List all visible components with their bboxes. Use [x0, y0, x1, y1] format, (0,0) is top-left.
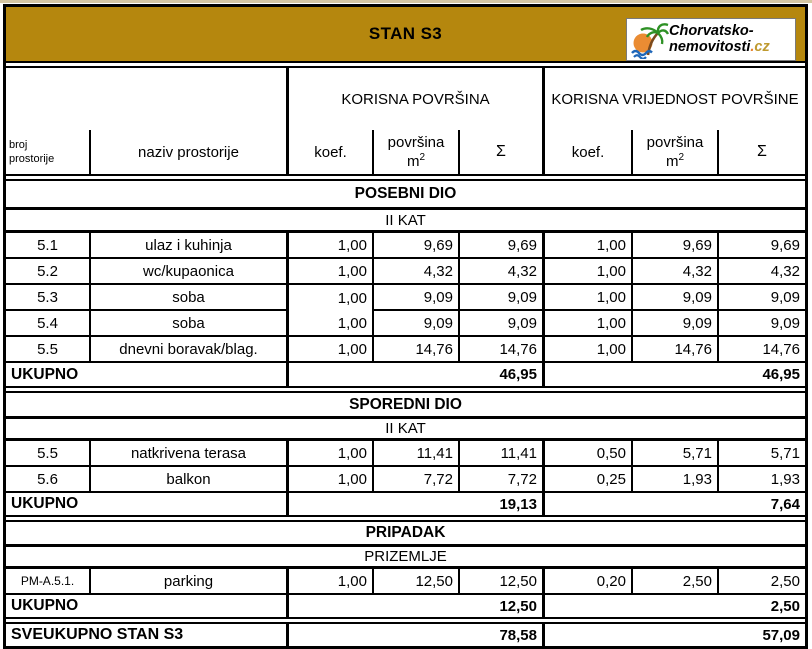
value-cell: 7,72	[460, 467, 545, 493]
table-row	[6, 441, 805, 467]
value-cell: 14,76	[374, 337, 460, 363]
room-name-cell: parking	[91, 569, 289, 595]
row-id-cell: 5.5	[6, 337, 91, 363]
page-title: STAN S3	[368, 24, 443, 43]
value-cell: 9,09	[633, 311, 719, 337]
area-calculation-table	[3, 4, 808, 649]
row-id-cell: 5.3	[6, 285, 91, 311]
table-row	[6, 337, 805, 363]
column-header-row	[6, 130, 805, 174]
total-label: UKUPNO	[6, 595, 289, 617]
value-cell: 1,00	[289, 311, 374, 337]
room-name-cell: ulaz i kuhinja	[91, 233, 289, 259]
table-row	[6, 233, 805, 259]
value-cell: 9,09	[633, 285, 719, 311]
value-cell: 4,32	[719, 259, 805, 285]
room-name-cell: soba	[91, 285, 289, 311]
logo-line2: nemovitosti.cz	[669, 38, 770, 55]
company-logo	[626, 18, 796, 61]
value-cell: 1,00	[289, 441, 374, 467]
total-value-right: 2,50	[770, 597, 800, 615]
room-name-cell: soba	[91, 311, 289, 337]
row-id-cell: 5.6	[6, 467, 91, 493]
value-cell: 14,76	[719, 337, 805, 363]
col-header-povrsina-left: površina $m^2$	[374, 130, 460, 174]
row-id-cell: 5.5	[6, 441, 91, 467]
value-cell: 9,09	[460, 285, 545, 311]
col-header-sigma-right: Σ	[757, 143, 767, 160]
table-row	[6, 467, 805, 493]
double-rule	[6, 617, 805, 624]
value-cell: 4,32	[460, 259, 545, 285]
grand-total-value-left: 78,58	[289, 624, 545, 646]
floor-row-prizemlje: PRIZEMLJE	[6, 547, 805, 569]
floor-row-ii-kat-2: II KAT	[6, 419, 805, 441]
value-cell: 11,41	[460, 441, 545, 467]
col-header-koef-right: koef.	[545, 130, 633, 174]
value-cell: 9,69	[719, 233, 805, 259]
value-cell: 9,09	[460, 311, 545, 337]
value-cell: 5,71	[719, 441, 805, 467]
group-header-korisna-vrijednost: KORISNA VRIJEDNOST POVRŠINE	[551, 90, 799, 108]
row-id-cell: PM-A.5.1.	[6, 569, 91, 595]
value-cell: 9,69	[460, 233, 545, 259]
value-cell: 9,09	[374, 311, 460, 337]
col-header-broj-prostorije: broj prostorije	[6, 130, 91, 174]
logo-wordmark	[669, 24, 770, 55]
title-bar	[6, 7, 805, 61]
value-cell: 0,50	[545, 441, 633, 467]
value-cell: 14,76	[633, 337, 719, 363]
value-cell: 11,41	[374, 441, 460, 467]
value-cell: 0,20	[545, 569, 633, 595]
room-name-cell: balkon	[91, 467, 289, 493]
row-id-cell: 5.1	[6, 233, 91, 259]
value-cell: 1,00	[289, 259, 374, 285]
grand-total-value-right: 57,09	[762, 626, 800, 644]
value-cell: 9,69	[633, 233, 719, 259]
group-header-row	[6, 68, 805, 130]
value-cell: 4,32	[374, 259, 460, 285]
col-header-sigma-left: Σ	[460, 130, 545, 174]
value-cell: 14,76	[460, 337, 545, 363]
value-cell: 12,50	[374, 569, 460, 595]
value-cell: 4,32	[633, 259, 719, 285]
double-rule	[6, 515, 805, 522]
value-cell: 2,50	[719, 569, 805, 595]
room-name-cell: dnevni boravak/blag.	[91, 337, 289, 363]
logo-line1: Chorvatsko-	[669, 22, 754, 39]
double-rule	[6, 386, 805, 393]
value-cell: 7,72	[374, 467, 460, 493]
value-cell: 9,09	[719, 311, 805, 337]
total-value-left: 46,95	[289, 363, 545, 386]
section-title-posebni-dio: POSEBNI DIO	[6, 181, 805, 210]
total-value-left: 19,13	[289, 493, 545, 515]
section-rows-posebni	[6, 233, 805, 363]
section-title-pripadak: PRIPADAK	[6, 522, 805, 547]
col-header-koef-left: koef.	[289, 130, 374, 174]
value-cell: 1,00	[289, 569, 374, 595]
col-header-naziv-prostorije: naziv prostorije	[91, 130, 289, 174]
value-cell: 1,00	[545, 285, 633, 311]
total-value-right: 46,95	[762, 366, 800, 383]
double-rule	[6, 61, 805, 68]
row-id-cell: 5.2	[6, 259, 91, 285]
value-cell: 1,00	[545, 311, 633, 337]
row-id-cell: 5.4	[6, 311, 91, 337]
total-row-pripadak	[6, 595, 805, 617]
window-edge-strip	[0, 0, 812, 3]
value-cell: 12,50	[460, 569, 545, 595]
room-name-cell: wc/kupaonica	[91, 259, 289, 285]
value-cell: 1,00	[545, 233, 633, 259]
double-rule	[6, 174, 805, 181]
empty-corner-cell	[6, 68, 289, 130]
total-label: UKUPNO	[6, 493, 289, 515]
value-cell: 1,00	[289, 337, 374, 363]
table-row	[6, 311, 805, 337]
value-cell: 1,00	[545, 337, 633, 363]
value-cell: 1,93	[633, 467, 719, 493]
col-header-povrsina-right: površina $m^2$	[633, 130, 719, 174]
total-value-left: 12,50	[289, 595, 545, 617]
value-cell: 2,50	[633, 569, 719, 595]
section-rows-pripadak	[6, 569, 805, 595]
value-cell: 0,25	[545, 467, 633, 493]
floor-row-ii-kat: II KAT	[6, 210, 805, 233]
value-cell: 1,00	[289, 233, 374, 259]
section-rows-sporedni	[6, 441, 805, 493]
value-cell: 1,00	[289, 467, 374, 493]
total-row-sporedni	[6, 493, 805, 515]
total-label: UKUPNO	[6, 363, 289, 386]
value-cell: 5,71	[633, 441, 719, 467]
value-cell: 9,69	[374, 233, 460, 259]
value-cell: 1,00	[545, 259, 633, 285]
room-name-cell: natkrivena terasa	[91, 441, 289, 467]
palm-tree-sun-waves-icon	[629, 21, 669, 59]
value-cell: 9,09	[719, 285, 805, 311]
table-row	[6, 259, 805, 285]
total-value-right: 7,64	[770, 495, 800, 513]
section-title-sporedni-dio: SPOREDNI DIO	[6, 393, 805, 419]
grand-total-row	[6, 624, 805, 646]
table-row	[6, 285, 805, 311]
group-header-korisna-povrsina: KORISNA POVRŠINA	[289, 68, 545, 130]
value-cell: 1,93	[719, 467, 805, 493]
grand-total-label: SVEUKUPNO STAN S3	[6, 624, 289, 646]
total-row-posebni	[6, 363, 805, 386]
value-cell: 1,00	[289, 285, 374, 311]
table-row	[6, 569, 805, 595]
value-cell: 9,09	[374, 285, 460, 311]
